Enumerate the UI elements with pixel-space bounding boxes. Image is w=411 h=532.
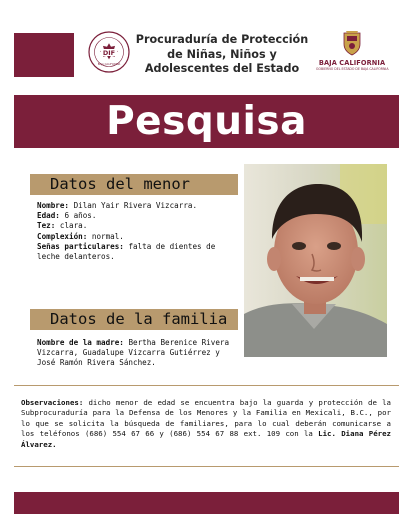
contact-name: Lic. Diana Pérez Álvarez.: [21, 429, 391, 449]
edad-label: Edad:: [37, 211, 60, 221]
observations-paragraph: [21, 398, 391, 450]
nombre-row: [37, 201, 237, 211]
senas-label: Señas particulares:: [37, 241, 124, 251]
senas-value: falta de dientes de leche delanteros.: [37, 241, 216, 262]
page-title: Pesquisa: [14, 95, 399, 148]
child-photo: [244, 164, 387, 357]
madre-label: Nombre de la madre:: [37, 338, 124, 347]
edad-row: [37, 211, 237, 221]
state-tagline: GOBIERNO DEL ESTADO DE BAJA CALIFORNIA: [316, 67, 389, 71]
divider-top: [14, 385, 399, 386]
edad-value: 6 años.: [64, 211, 97, 221]
svg-text:BAJA CALIFORNIA: BAJA CALIFORNIA: [97, 63, 121, 66]
observations-text: dicho menor de edad se encuentra bajo la guarda y protección de la Subprocuraduría para la Defensa de los Menores y la Familia en Mexicali, B.C., por lo que se solicita la búsqueda de familiares, para lo cual deberán comunicarse a los teléfonos (686) 554 67 66 y (686) 554 67 88 ext. 109 con la: [21, 398, 391, 439]
observations-label: Observaciones:: [21, 398, 84, 407]
footer-bar: [14, 492, 399, 514]
section-heading-familia: Datos de la familia: [30, 309, 238, 330]
nombre-label: Nombre:: [37, 201, 70, 210]
baja-california-logo: [316, 30, 388, 78]
organization-title: [133, 33, 311, 77]
menor-details: [37, 201, 237, 262]
tez-value: clara.: [59, 221, 88, 231]
nombre-value: Dilan Yair Rivera Vizcarra.: [73, 201, 198, 210]
tez-label: Tez:: [37, 221, 56, 231]
complexion-value: normal.: [91, 231, 124, 241]
madre-value: Bertha Berenice Rivera Vizcarra, Guadalupe Vizcarra Gutiérrez y José Ramón Rivera Sánchez.: [37, 338, 230, 368]
org-title-line-1: Procuraduría de Protección: [135, 33, 309, 46]
divider-bottom: [14, 466, 399, 467]
senas-row: [37, 242, 237, 262]
state-shield-icon: [342, 30, 362, 56]
header-color-block: [14, 33, 74, 77]
complexion-row: [37, 232, 237, 242]
org-title-line-2: de Niñas, Niños y: [167, 47, 277, 61]
org-title-line-3: Adolescentes del Estado: [144, 62, 300, 75]
svg-text:DIF: DIF: [102, 49, 116, 57]
complexion-label: Complexión:: [37, 231, 88, 241]
dif-logo: [87, 30, 131, 74]
state-name: BAJA CALIFORNIA: [318, 59, 386, 67]
section-heading-menor: Datos del menor: [30, 174, 238, 195]
familia-details: [37, 338, 237, 369]
tez-row: [37, 221, 237, 231]
